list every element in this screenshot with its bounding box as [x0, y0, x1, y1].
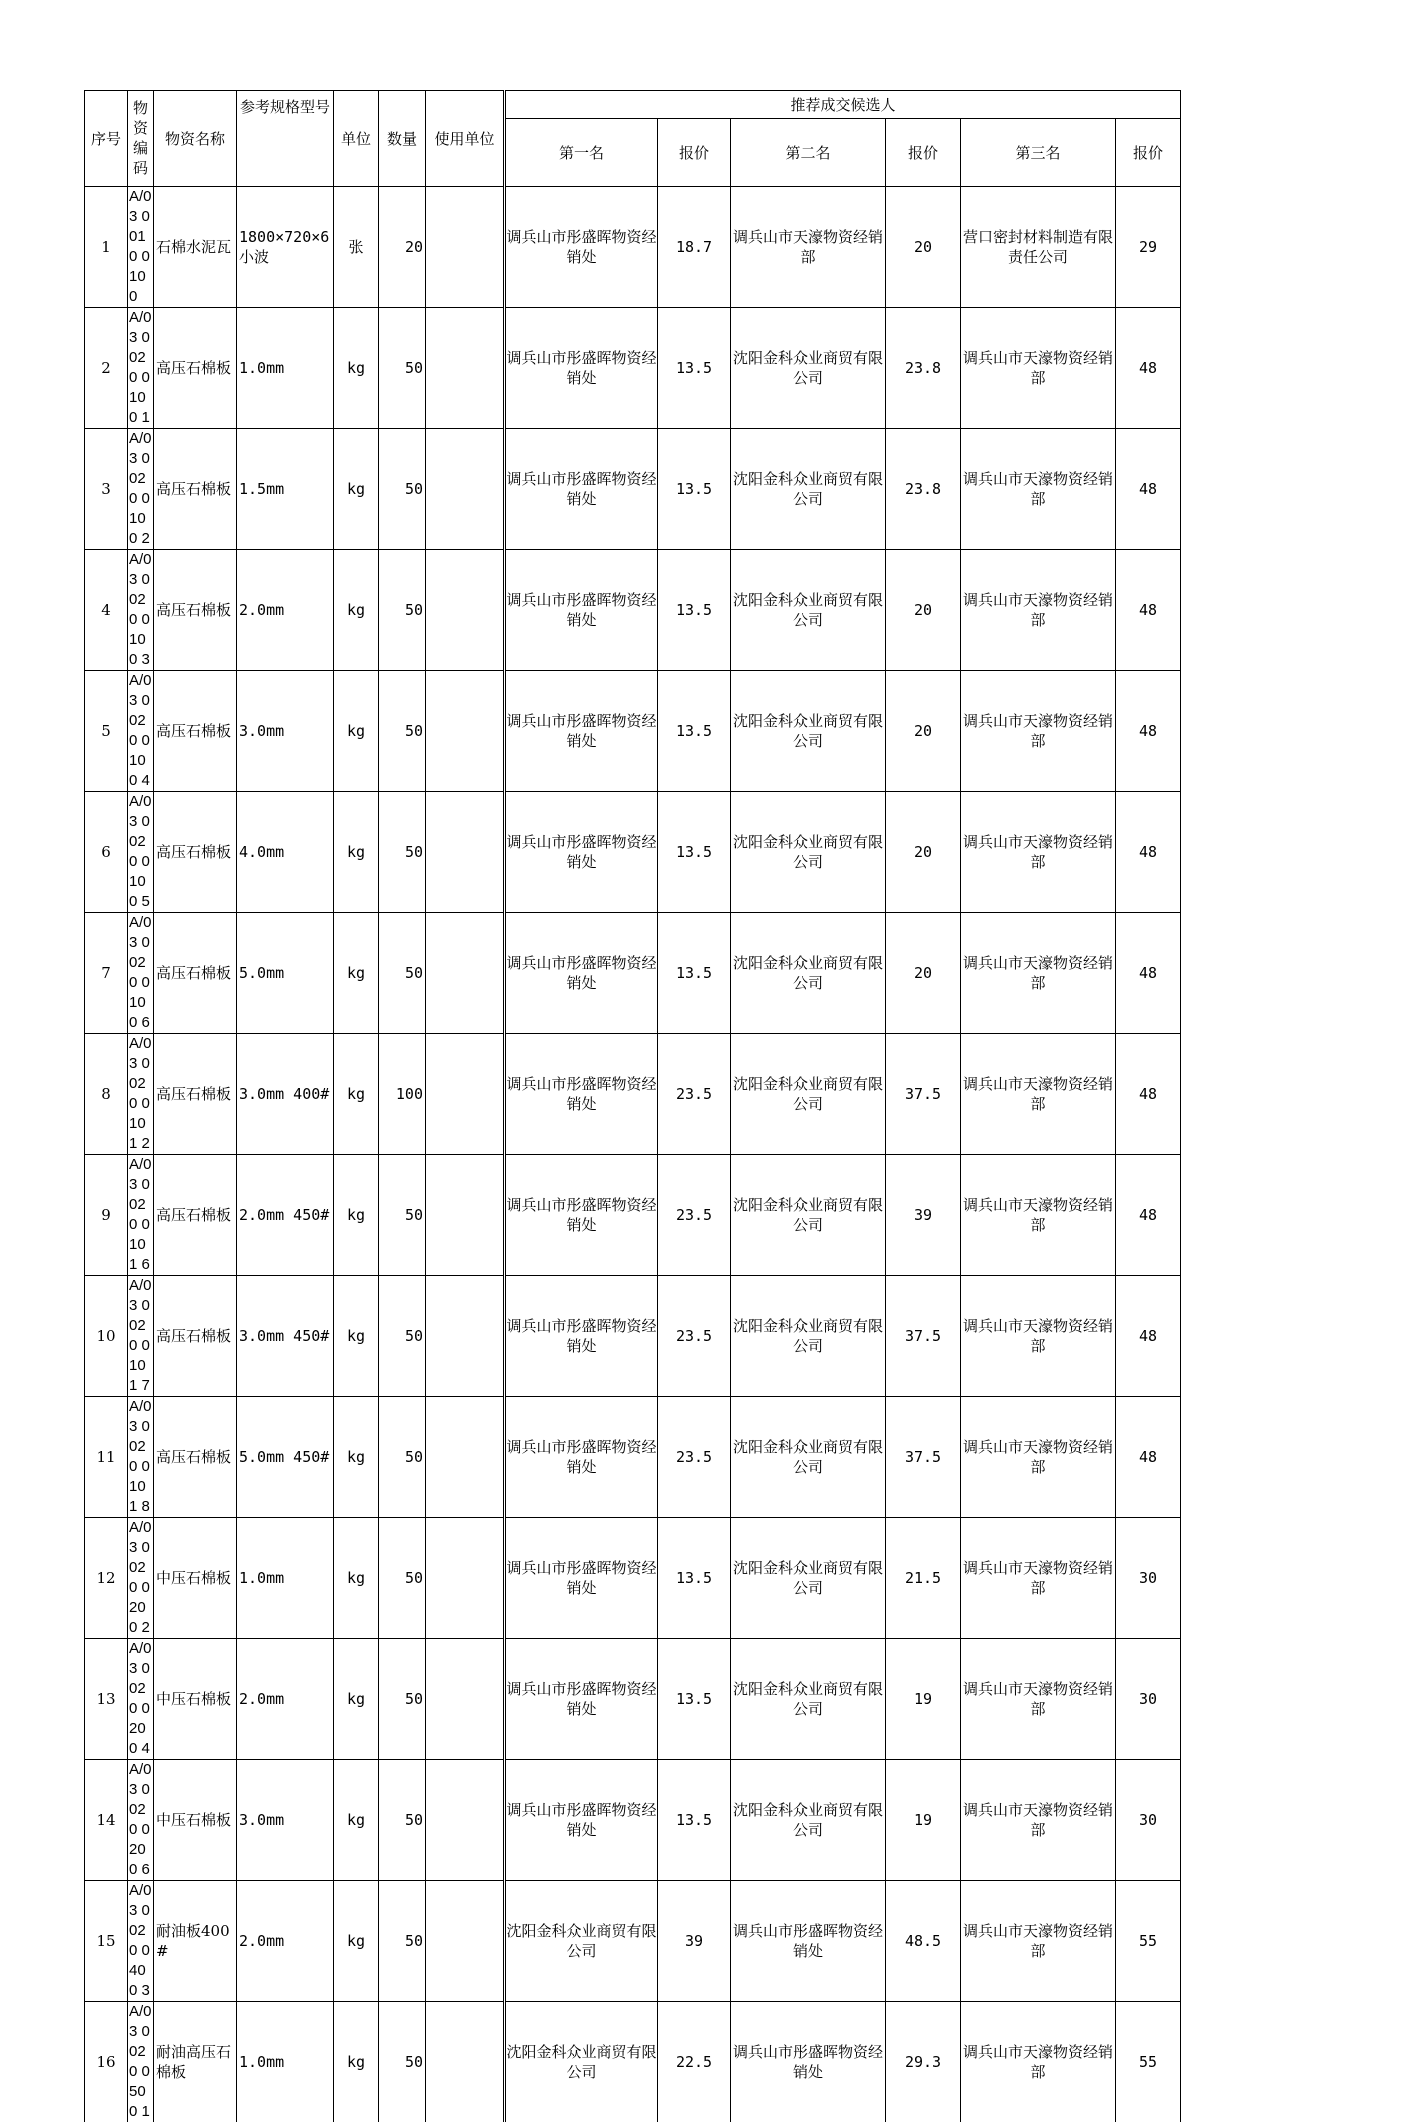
cell-second: 调兵山市彤盛晖物资经销处: [731, 2002, 886, 2122]
cell-seq: 14: [85, 1760, 128, 1881]
header-price2: 报价: [886, 119, 961, 187]
cell-spec: 2.0mm: [237, 550, 334, 671]
cell-unit: kg: [334, 792, 379, 913]
cell-seq: 6: [85, 792, 128, 913]
cell-price3: 48: [1116, 671, 1181, 792]
table-row: [85, 187, 1181, 308]
cell-seq: 8: [85, 1034, 128, 1155]
cell-user-unit: [426, 550, 504, 671]
cell-price3: 30: [1116, 1760, 1181, 1881]
cell-price1: 23.5: [658, 1276, 731, 1397]
table-row: [85, 1881, 1181, 2002]
cell-unit: kg: [334, 1276, 379, 1397]
cell-third: 调兵山市天濠物资经销部: [961, 429, 1116, 550]
cell-price3: 48: [1116, 429, 1181, 550]
cell-name: 中压石棉板: [154, 1760, 237, 1881]
cell-price2: 23.8: [886, 429, 961, 550]
cell-code: A/03 0020 0200 4: [128, 1639, 154, 1760]
cell-price1: 23.5: [658, 1397, 731, 1518]
cell-qty: 50: [379, 792, 426, 913]
cell-name: 高压石棉板: [154, 429, 237, 550]
cell-second: 沈阳金科众业商贸有限公司: [731, 308, 886, 429]
cell-third: 调兵山市天濠物资经销部: [961, 1155, 1116, 1276]
cell-second: 沈阳金科众业商贸有限公司: [731, 1397, 886, 1518]
cell-seq: 2: [85, 308, 128, 429]
cell-unit: kg: [334, 1881, 379, 2002]
cell-user-unit: [426, 429, 504, 550]
cell-unit: kg: [334, 1518, 379, 1639]
cell-price2: 37.5: [886, 1397, 961, 1518]
cell-unit: kg: [334, 671, 379, 792]
table-row: [85, 1639, 1181, 1760]
cell-price1: 13.5: [658, 429, 731, 550]
cell-first: 调兵山市彤盛晖物资经销处: [506, 1639, 658, 1760]
cell-first: 沈阳金科众业商贸有限公司: [506, 1881, 658, 2002]
cell-seq: 12: [85, 1518, 128, 1639]
cell-seq: 4: [85, 550, 128, 671]
cell-code: A/03 0020 0100 2: [128, 429, 154, 550]
cell-name: 高压石棉板: [154, 1034, 237, 1155]
cell-second: 沈阳金科众业商贸有限公司: [731, 1760, 886, 1881]
cell-code: A/03 0020 0101 7: [128, 1276, 154, 1397]
table-row: [85, 1034, 1181, 1155]
cell-qty: 50: [379, 1276, 426, 1397]
header-price1: 报价: [658, 119, 731, 187]
header-second: 第二名: [731, 119, 886, 187]
cell-user-unit: [426, 1276, 504, 1397]
cell-seq: 11: [85, 1397, 128, 1518]
cell-spec: 3.0mm 450#: [237, 1276, 334, 1397]
cell-first: 调兵山市彤盛晖物资经销处: [506, 1034, 658, 1155]
cell-price1: 13.5: [658, 308, 731, 429]
cell-first: 调兵山市彤盛晖物资经销处: [506, 308, 658, 429]
quotation-table: [84, 90, 1181, 2122]
cell-code: A/03 0010 0100: [128, 187, 154, 308]
cell-price2: 37.5: [886, 1276, 961, 1397]
cell-first: 调兵山市彤盛晖物资经销处: [506, 913, 658, 1034]
table-row: [85, 308, 1181, 429]
cell-name: 石棉水泥瓦: [154, 187, 237, 308]
cell-first: 调兵山市彤盛晖物资经销处: [506, 792, 658, 913]
table-row: [85, 1518, 1181, 1639]
table-row: [85, 1276, 1181, 1397]
cell-first: 调兵山市彤盛晖物资经销处: [506, 429, 658, 550]
cell-third: 调兵山市天濠物资经销部: [961, 308, 1116, 429]
cell-second: 沈阳金科众业商贸有限公司: [731, 1155, 886, 1276]
cell-price1: 23.5: [658, 1155, 731, 1276]
cell-third: 调兵山市天濠物资经销部: [961, 1639, 1116, 1760]
cell-qty: 50: [379, 2002, 426, 2122]
cell-name: 耐油高压石棉板: [154, 2002, 237, 2122]
cell-code: A/03 0020 0500 1: [128, 2002, 154, 2122]
cell-second: 沈阳金科众业商贸有限公司: [731, 913, 886, 1034]
cell-spec: 5.0mm 450#: [237, 1397, 334, 1518]
cell-price2: 19: [886, 1760, 961, 1881]
cell-seq: 16: [85, 2002, 128, 2122]
cell-unit: kg: [334, 1034, 379, 1155]
cell-unit: kg: [334, 1397, 379, 1518]
cell-user-unit: [426, 671, 504, 792]
cell-third: 调兵山市天濠物资经销部: [961, 1276, 1116, 1397]
cell-third: 调兵山市天濠物资经销部: [961, 671, 1116, 792]
cell-spec: 2.0mm: [237, 1639, 334, 1760]
cell-price2: 39: [886, 1155, 961, 1276]
cell-price2: 21.5: [886, 1518, 961, 1639]
cell-spec: 3.0mm 400#: [237, 1034, 334, 1155]
cell-user-unit: [426, 187, 504, 308]
cell-seq: 10: [85, 1276, 128, 1397]
cell-code: A/03 0020 0101 8: [128, 1397, 154, 1518]
cell-spec: 1.0mm: [237, 308, 334, 429]
cell-price2: 37.5: [886, 1034, 961, 1155]
cell-price3: 55: [1116, 2002, 1181, 2122]
cell-user-unit: [426, 1518, 504, 1639]
cell-spec: 2.0mm 450#: [237, 1155, 334, 1276]
cell-code: A/03 0020 0100 5: [128, 792, 154, 913]
cell-code: A/03 0020 0100 3: [128, 550, 154, 671]
cell-name: 高压石棉板: [154, 792, 237, 913]
cell-price2: 19: [886, 1639, 961, 1760]
header-spec: 参考规格型号: [237, 91, 334, 187]
cell-user-unit: [426, 1397, 504, 1518]
cell-price3: 48: [1116, 1034, 1181, 1155]
cell-price3: 48: [1116, 1155, 1181, 1276]
cell-code: A/03 0020 0100 1: [128, 308, 154, 429]
cell-unit: kg: [334, 1639, 379, 1760]
cell-user-unit: [426, 1155, 504, 1276]
cell-price1: 13.5: [658, 671, 731, 792]
cell-code: A/03 0020 0101 6: [128, 1155, 154, 1276]
cell-price3: 30: [1116, 1518, 1181, 1639]
cell-spec: 1.0mm: [237, 1518, 334, 1639]
cell-price1: 22.5: [658, 2002, 731, 2122]
cell-unit: 张: [334, 187, 379, 308]
table-row: [85, 1155, 1181, 1276]
cell-first: 调兵山市彤盛晖物资经销处: [506, 550, 658, 671]
cell-spec: 1.0mm: [237, 2002, 334, 2122]
table-row: [85, 550, 1181, 671]
header-third: 第三名: [961, 119, 1116, 187]
cell-spec: 1800×720×6小波: [237, 187, 334, 308]
cell-spec: 3.0mm: [237, 671, 334, 792]
cell-user-unit: [426, 913, 504, 1034]
cell-code: A/03 0020 0100 4: [128, 671, 154, 792]
table-row: [85, 1397, 1181, 1518]
cell-third: 调兵山市天濠物资经销部: [961, 792, 1116, 913]
cell-price2: 29.3: [886, 2002, 961, 2122]
cell-user-unit: [426, 792, 504, 913]
cell-price1: 13.5: [658, 913, 731, 1034]
cell-second: 沈阳金科众业商贸有限公司: [731, 1276, 886, 1397]
cell-price1: 13.5: [658, 1639, 731, 1760]
cell-qty: 50: [379, 1155, 426, 1276]
cell-unit: kg: [334, 308, 379, 429]
cell-price3: 48: [1116, 308, 1181, 429]
cell-name: 中压石棉板: [154, 1518, 237, 1639]
cell-second: 沈阳金科众业商贸有限公司: [731, 1639, 886, 1760]
header-price3: 报价: [1116, 119, 1181, 187]
cell-name: 高压石棉板: [154, 913, 237, 1034]
table-row: [85, 792, 1181, 913]
cell-code: A/03 0020 0100 6: [128, 913, 154, 1034]
cell-qty: 50: [379, 1639, 426, 1760]
cell-seq: 7: [85, 913, 128, 1034]
cell-qty: 100: [379, 1034, 426, 1155]
cell-price2: 20: [886, 187, 961, 308]
cell-name: 高压石棉板: [154, 550, 237, 671]
cell-name: 高压石棉板: [154, 671, 237, 792]
cell-third: 调兵山市天濠物资经销部: [961, 1397, 1116, 1518]
cell-price3: 48: [1116, 913, 1181, 1034]
cell-user-unit: [426, 1760, 504, 1881]
cell-qty: 50: [379, 429, 426, 550]
cell-spec: 4.0mm: [237, 792, 334, 913]
cell-seq: 13: [85, 1639, 128, 1760]
cell-unit: kg: [334, 429, 379, 550]
cell-name: 高压石棉板: [154, 308, 237, 429]
cell-spec: 5.0mm: [237, 913, 334, 1034]
cell-first: 调兵山市彤盛晖物资经销处: [506, 671, 658, 792]
cell-third: 调兵山市天濠物资经销部: [961, 550, 1116, 671]
header-first: 第一名: [506, 119, 658, 187]
header-qty: 数量: [379, 91, 426, 187]
cell-third: 营口密封材料制造有限责任公司: [961, 187, 1116, 308]
cell-price1: 13.5: [658, 1760, 731, 1881]
header-code: 物资编码: [128, 91, 154, 187]
header-name: 物资名称: [154, 91, 237, 187]
cell-price3: 29: [1116, 187, 1181, 308]
cell-first: 沈阳金科众业商贸有限公司: [506, 2002, 658, 2122]
cell-price3: 30: [1116, 1639, 1181, 1760]
cell-first: 调兵山市彤盛晖物资经销处: [506, 1155, 658, 1276]
cell-qty: 50: [379, 913, 426, 1034]
cell-user-unit: [426, 1881, 504, 2002]
cell-price3: 48: [1116, 550, 1181, 671]
cell-name: 高压石棉板: [154, 1276, 237, 1397]
cell-second: 沈阳金科众业商贸有限公司: [731, 429, 886, 550]
cell-name: 耐油板400#: [154, 1881, 237, 2002]
cell-name: 高压石棉板: [154, 1155, 237, 1276]
cell-third: 调兵山市天濠物资经销部: [961, 1518, 1116, 1639]
cell-price3: 48: [1116, 1397, 1181, 1518]
cell-price1: 23.5: [658, 1034, 731, 1155]
cell-price1: 13.5: [658, 1518, 731, 1639]
cell-seq: 9: [85, 1155, 128, 1276]
cell-price1: 39: [658, 1881, 731, 2002]
cell-price2: 20: [886, 913, 961, 1034]
cell-qty: 50: [379, 671, 426, 792]
header-unit: 单位: [334, 91, 379, 187]
cell-code: A/03 0020 0200 2: [128, 1518, 154, 1639]
cell-code: A/03 0020 0400 3: [128, 1881, 154, 2002]
cell-second: 调兵山市彤盛晖物资经销处: [731, 1881, 886, 2002]
cell-price3: 55: [1116, 1881, 1181, 2002]
cell-spec: 3.0mm: [237, 1760, 334, 1881]
cell-second: 沈阳金科众业商贸有限公司: [731, 1518, 886, 1639]
table-row: [85, 913, 1181, 1034]
cell-second: 沈阳金科众业商贸有限公司: [731, 550, 886, 671]
cell-first: 调兵山市彤盛晖物资经销处: [506, 1397, 658, 1518]
cell-spec: 2.0mm: [237, 1881, 334, 2002]
cell-first: 调兵山市彤盛晖物资经销处: [506, 1760, 658, 1881]
cell-price2: 23.8: [886, 308, 961, 429]
cell-unit: kg: [334, 913, 379, 1034]
cell-user-unit: [426, 2002, 504, 2122]
cell-third: 调兵山市天濠物资经销部: [961, 1760, 1116, 1881]
cell-second: 调兵山市天濠物资经销部: [731, 187, 886, 308]
table-body: [85, 187, 1181, 2122]
cell-unit: kg: [334, 1155, 379, 1276]
cell-user-unit: [426, 1034, 504, 1155]
cell-unit: kg: [334, 1760, 379, 1881]
cell-second: 沈阳金科众业商贸有限公司: [731, 1034, 886, 1155]
table-row: [85, 671, 1181, 792]
cell-third: 调兵山市天濠物资经销部: [961, 1034, 1116, 1155]
cell-price1: 13.5: [658, 792, 731, 913]
cell-first: 调兵山市彤盛晖物资经销处: [506, 187, 658, 308]
cell-qty: 50: [379, 1397, 426, 1518]
header-seq: 序号: [85, 91, 128, 187]
cell-seq: 1: [85, 187, 128, 308]
cell-price3: 48: [1116, 1276, 1181, 1397]
cell-price2: 20: [886, 671, 961, 792]
cell-qty: 50: [379, 550, 426, 671]
cell-qty: 50: [379, 308, 426, 429]
cell-second: 沈阳金科众业商贸有限公司: [731, 671, 886, 792]
cell-seq: 3: [85, 429, 128, 550]
cell-second: 沈阳金科众业商贸有限公司: [731, 792, 886, 913]
cell-qty: 50: [379, 1881, 426, 2002]
cell-qty: 50: [379, 1518, 426, 1639]
cell-price1: 18.7: [658, 187, 731, 308]
cell-price2: 48.5: [886, 1881, 961, 2002]
cell-qty: 50: [379, 1760, 426, 1881]
cell-price1: 13.5: [658, 550, 731, 671]
header-group: 推荐成交候选人: [506, 91, 1181, 119]
header-user-unit: 使用单位: [426, 91, 504, 187]
table-row: [85, 1760, 1181, 1881]
cell-name: 高压石棉板: [154, 1397, 237, 1518]
cell-qty: 20: [379, 187, 426, 308]
cell-third: 调兵山市天濠物资经销部: [961, 2002, 1116, 2122]
cell-price2: 20: [886, 550, 961, 671]
cell-spec: 1.5mm: [237, 429, 334, 550]
cell-name: 中压石棉板: [154, 1639, 237, 1760]
table-row: [85, 429, 1181, 550]
cell-seq: 5: [85, 671, 128, 792]
cell-user-unit: [426, 1639, 504, 1760]
cell-seq: 15: [85, 1881, 128, 2002]
cell-third: 调兵山市天濠物资经销部: [961, 1881, 1116, 2002]
cell-third: 调兵山市天濠物资经销部: [961, 913, 1116, 1034]
cell-code: A/03 0020 0101 2: [128, 1034, 154, 1155]
cell-unit: kg: [334, 550, 379, 671]
cell-user-unit: [426, 308, 504, 429]
cell-price3: 48: [1116, 792, 1181, 913]
cell-first: 调兵山市彤盛晖物资经销处: [506, 1276, 658, 1397]
table-row: [85, 2002, 1181, 2122]
cell-code: A/03 0020 0200 6: [128, 1760, 154, 1881]
cell-unit: kg: [334, 2002, 379, 2122]
cell-first: 调兵山市彤盛晖物资经销处: [506, 1518, 658, 1639]
cell-price2: 20: [886, 792, 961, 913]
